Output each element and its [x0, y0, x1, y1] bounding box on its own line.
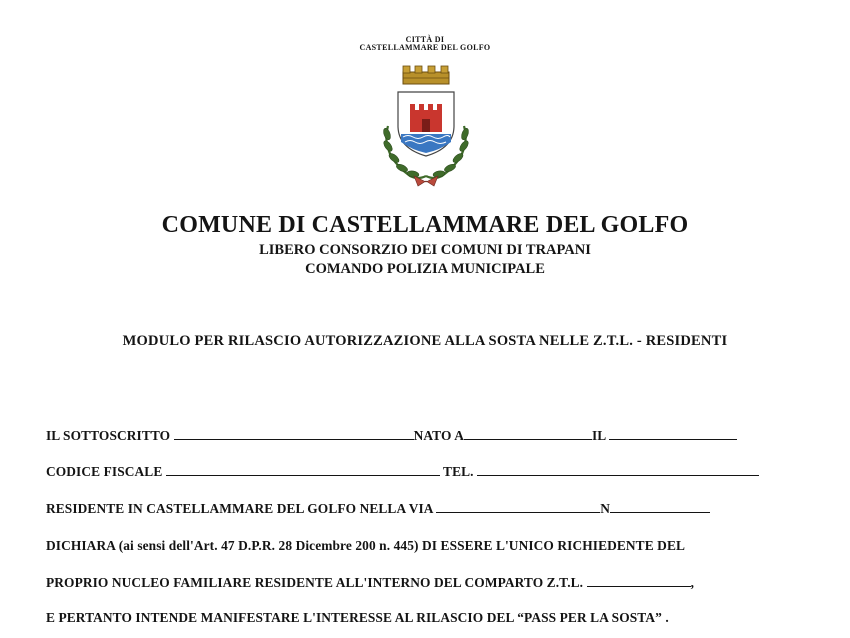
ribbon-icon — [414, 176, 438, 186]
shield-icon — [398, 92, 454, 156]
form-line-personal-data — [46, 427, 737, 444]
street-field[interactable] — [436, 500, 600, 513]
label-tel: TEL. — [443, 464, 474, 479]
declaration-line-2 — [46, 574, 694, 591]
declaration-line-2-text: PROPRIO NUCLEO FAMILIARE RESIDENTE ALL'INTERNO DEL COMPARTO Z.T.L. — [46, 575, 584, 590]
label-codice-fiscale: CODICE FISCALE — [46, 464, 163, 479]
ztl-sector-field[interactable] — [587, 574, 691, 587]
subtitle-police-command: COMANDO POLIZIA MUNICIPALE — [305, 261, 545, 277]
city-label-2: CASTELLAMMARE DEL GOLFO — [359, 43, 491, 52]
label-residente: RESIDENTE IN CASTELLAMMARE DEL GOLFO NELLA VIA — [46, 501, 433, 516]
coat-of-arms-emblem — [370, 64, 480, 194]
label-nato-a: NATO A — [413, 428, 464, 443]
label-sottoscritto: IL SOTTOSCRITTO — [46, 428, 171, 443]
street-number-field[interactable] — [610, 500, 710, 513]
name-field[interactable] — [174, 427, 414, 440]
city-label-1: CITTÀ DI — [405, 35, 445, 44]
subtitle-consortium: LIBERO CONSORZIO DEI COMUNI DI TRAPANI — [259, 242, 591, 258]
fiscal-code-field[interactable] — [166, 463, 440, 476]
birthplace-field[interactable] — [464, 427, 592, 440]
crown-icon — [403, 66, 449, 84]
label-n: N — [600, 501, 611, 516]
declaration-line-3: E PERTANTO INTENDE MANIFESTARE L'INTERESSE AL RILASCIO DEL “PASS PER LA SOSTA” . — [46, 610, 669, 625]
form-line-address — [46, 500, 710, 517]
declaration-line-1: DICHIARA (ai sensi dell'Art. 47 D.P.R. 28 Dicembre 200 n. 445) DI ESSERE L'UNICO RICHIEDENTE DEL — [46, 538, 686, 553]
form-line-fiscal-code — [46, 463, 759, 480]
page-title: COMUNE DI CASTELLAMMARE DEL GOLFO — [161, 212, 689, 238]
declaration-line-2-comma: , — [690, 575, 695, 590]
phone-field[interactable] — [477, 463, 759, 476]
form-title: MODULO PER RILASCIO AUTORIZZAZIONE ALLA SOSTA NELLE Z.T.L. - RESIDENTI — [122, 333, 728, 349]
birthdate-field[interactable] — [609, 427, 737, 440]
label-il: IL — [591, 428, 606, 443]
